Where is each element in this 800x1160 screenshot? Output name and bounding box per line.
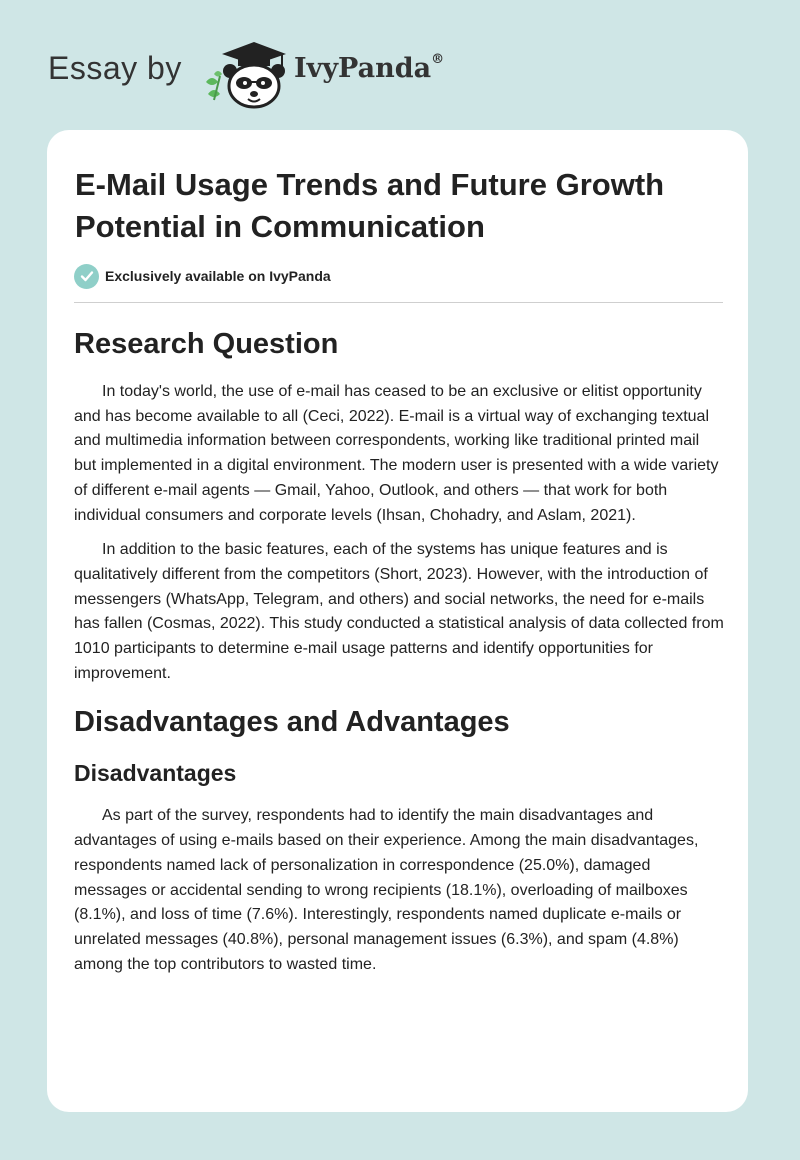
panda-graduate-icon [202,38,292,110]
exclusive-badge [74,263,331,289]
ivypanda-logo[interactable] [202,38,292,110]
paragraph: In today's world, the use of e-mail has ceased to be an exclusive or elitist opportunity and has become available to all (Ceci, 2022). E-mail is a virtual way of exchanging textual and multimedia information between correspondents, working like traditional printed mail but implemented in a digital environment. The modern user is presented with a wide variety of different e-mail agents — Gmail, Yahoo, Outlook, and others — that work for both individual consumers and corporate levels (Ihsan, Chohadry, and Aslam, 2021). [74,383,719,524]
subsection-heading-disadvantages: Disadvantages [74,760,237,787]
section-heading-research-question: Research Question [74,328,339,360]
check-circle-icon [74,264,99,289]
essay-by-label: Essay by [48,50,182,86]
paragraph: As part of the survey, respondents had to identify the main disadvantages and advantages of using e-mails based on their experience. Among the main disadvantages, respondents named lack of personalization in correspondence (25.0%), damaged messages or accidental sending to wrong recipients (18.1%), overloading of mailboxes (8.1%), and loss of time (7.6%). Interestingly, respondents named duplicate e-mails or unrelated messages (40.8%), personal management issues (6.3%), and spam (4.8%) among the top contributors to wasted time. [74,807,699,973]
essay-body [74,320,724,987]
brand-text: IvyPanda [294,53,432,84]
paragraph: In addition to the basic features, each of the systems has unique features and is qualitatively different from the competitors (Short, 2023). However, with the introduction of messengers (WhatsApp, Telegram, and others) and social networks, the need for e-mails has fallen (Cosmas, 2022). This study conducted a statistical analysis of data collected from 1010 participants to determine e-mail usage patterns and identify opportunities for improvement. [74,541,724,682]
brand-name[interactable] [294,53,444,84]
registered-mark: ® [431,52,445,67]
essay-title: E-Mail Usage Trends and Future Growth Potential in Communication [75,167,665,244]
exclusive-label: Exclusively available on IvyPanda [105,268,331,284]
section-heading-disadvantages-and-advantages: Disadvantages and Advantages [74,706,510,739]
essay-card [47,130,748,1112]
title-divider [74,302,723,303]
site-header [0,0,800,130]
